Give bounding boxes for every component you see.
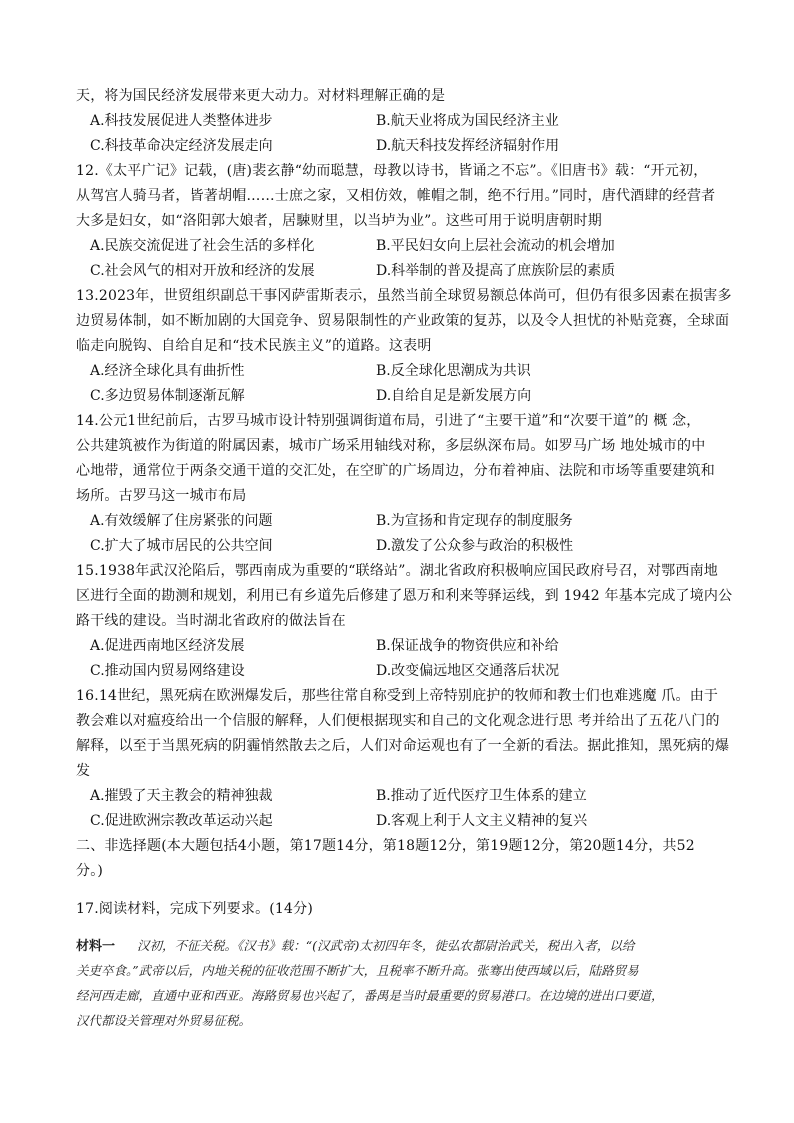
material-one-line2: 关吏卒食。”武帝以后，内地关税的征收范围不断扩大，且税率不断升高。张骞出使西域以后，陆路贸易 — [76, 963, 639, 978]
q11-stem-end: 天，将为国民经济发展带来更大动力。对材料理解正确的是 — [76, 88, 446, 104]
section-two-heading: 二、非选择题(本大题包括4小题，第17题14分，第18题12分，第19题12分，第20题14分，共52 — [76, 838, 695, 854]
q14-stem-line4: 场所。古罗马这一城市布局 — [76, 488, 247, 504]
q16-stem-line3: 解释，以至于当黑死病的阴霾悄然散去之后，人们对命运观也有了一全新的看法。据此推知，黑死病的爆 — [76, 738, 730, 754]
q12-stem-line2: 从驾宫人骑马者，皆著胡帽……士庶之家，又相仿效，帷帽之制，绝不行用。”同时，唐代酒肆的经营者 — [76, 188, 716, 204]
q16-option-c: C.促进欧洲宗教改革运动兴起 — [90, 813, 273, 829]
q12-option-b: B.平民妇女向上层社会流动的机会增加 — [376, 238, 615, 254]
section-two-heading-cont: 分。) — [76, 863, 104, 879]
q13-stem-line3: 临走向脱钩、自给自足和“技术民族主义”的道路。这表明 — [76, 338, 432, 354]
q16-option-b: B.推动了近代医疗卫生体系的建立 — [376, 788, 587, 804]
q13-stem-line2: 边贸易体制，如不断加剧的大国竞争、贸易限制性的产业政策的复苏，以及令人担忧的补贴竞赛，全球面 — [76, 313, 730, 329]
q12-option-a: A.民族交流促进了社会生活的多样化 — [90, 238, 315, 254]
q13-option-b: B.反全球化思潮成为共识 — [376, 363, 531, 379]
q15-stem-line2: 区进行全面的勘测和规划，利用已有乡道先后修建了恩万和利来等驿运线，到 1942 年基本完成了境内公 — [76, 588, 733, 604]
q14-option-b: B.为宣扬和肯定现存的制度服务 — [376, 513, 573, 529]
q11-option-c: C.科技革命决定经济发展走向 — [90, 138, 273, 154]
q13-option-c: C.多边贸易体制逐渐瓦解 — [90, 388, 245, 404]
q16-stem-line2: 教会难以对瘟疫给出一个信服的解释，人们便根据现实和自己的文化观念进行思 考并给出了五花八门的 — [76, 713, 720, 729]
q16-stem-line4: 发 — [76, 763, 91, 779]
q16-option-d: D.客观上利于人文主义精神的复兴 — [376, 813, 588, 829]
q11-option-b: B.航天业将成为国民经济主业 — [376, 113, 559, 129]
q14-stem-line3: 心地带，通常位于两条交通干道的交汇处，在空旷的广场周边，分布着神庙、法院和市场等重要建筑和 — [76, 463, 715, 479]
q14-option-a: A.有效缓解了住房紧张的问题 — [90, 513, 273, 529]
q15-option-d: D.改变偏远地区交通落后状况 — [376, 663, 560, 679]
q13-option-d: D.自给自足是新发展方向 — [376, 388, 532, 404]
q15-option-a: A.促进西南地区经济发展 — [90, 638, 245, 654]
q14-stem-line1: 14.公元1世纪前后，古罗马城市设计特别强调街道布局，引进了“主要干道”和“次要干道”的 概 念， — [76, 413, 701, 429]
q14-option-c: C.扩大了城市居民的公共空间 — [90, 538, 273, 554]
q15-stem-line1: 15.1938年武汉沦陷后，鄂西南成为重要的“联络站”。湖北省政府积极响应国民政府号召，对鄂西南地 — [76, 563, 719, 579]
material-one-line1 — [76, 936, 634, 957]
q16-option-a: A.摧毁了天主教会的精神独裁 — [90, 788, 273, 804]
q17-prompt: 17.阅读材料，完成下列要求。(14分) — [76, 901, 314, 917]
q11-option-a: A.科技发展促进人类整体进步 — [90, 113, 273, 129]
q16-stem-line1: 16.14世纪，黑死病在欧洲爆发后，那些往常自称受到上帝特别庇护的牧师和教士们也难逃魔 爪。由于 — [76, 688, 719, 704]
material-one-line4: 汉代都设关管理对外贸易征税。 — [76, 1013, 252, 1028]
q12-option-c: C.社会风气的相对开放和经济的发展 — [90, 263, 315, 279]
q12-stem-line1: 12.《太平广记》记载，(唐)裴玄静“幼而聪慧，母教以诗书，皆诵之不忘”。《旧唐书》载：“开元初， — [76, 163, 708, 179]
q15-stem-line3: 路干线的建设。当时湖北省政府的做法旨在 — [76, 613, 346, 629]
q12-stem-line3: 大多是妇女，如“洛阳郭大娘者，居駷财里，以当垆为业”。这些可用于说明唐朝时期 — [76, 213, 602, 229]
q13-stem-line1: 13.2023年，世贸组织副总干事冈萨雷斯表示，虽然当前全球贸易额总体尚可，但仍有很多因素在损害多 — [76, 288, 732, 304]
material-one-label: 材料一 — [76, 939, 116, 954]
q15-option-c: C.推动国内贸易网络建设 — [90, 663, 245, 679]
q12-option-d: D.科举制的普及提高了庶族阶层的素质 — [376, 263, 616, 279]
q11-option-d: D.航天科技发挥经济辐射作用 — [376, 138, 560, 154]
q14-option-d: D.激发了公众参与政治的积极性 — [376, 538, 574, 554]
q14-stem-line2: 公共建筑被作为街道的附属因素，城市广场采用轴线对称，多层纵深布局。如罗马广场 地处城市的中 — [76, 438, 706, 454]
q13-option-a: A.经济全球化具有曲折性 — [90, 363, 245, 379]
q15-option-b: B.保证战争的物资供应和补给 — [376, 638, 559, 654]
material-one-text: 汉初，不征关税。《汉书》载：“(汉武帝)太初四年冬，徙弘农都尉治武关，税出入者，以给 — [136, 938, 635, 953]
material-one-line3: 经河西走廊，直通中亚和西亚。海路贸易也兴起了，番禺是当时最重要的贸易港口。在边境的进出口要道， — [76, 988, 664, 1003]
